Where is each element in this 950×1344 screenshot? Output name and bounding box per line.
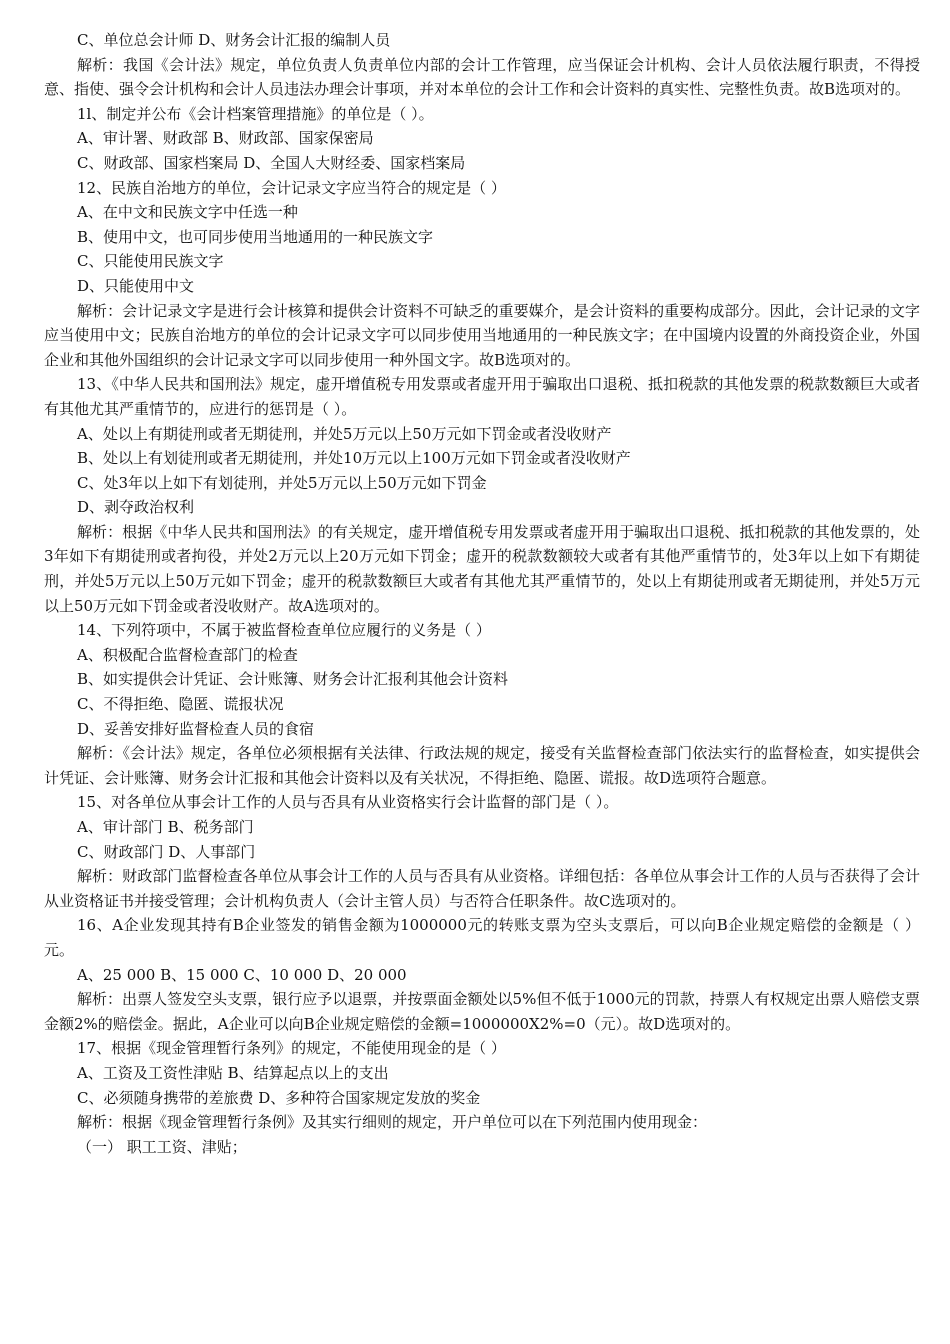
analysis-paragraph: 解析：我国《会计法》规定，单位负责人负责单位内部的会计工作管理，应当保证会计机构、会计人员依法履行职责，不得授意、指使、强令会计机构和会计人员违法办理会计事项，并对本单位的会计工作和会计资料的真实性、完整性负责。故B选项对的。 <box>44 55 920 99</box>
option-line: A、在中文和民族文字中任选一种 <box>77 203 298 222</box>
analysis-paragraph: 解析：财政部门监督检查各单位从事会计工作的人员与否具有从业资格。详细包括：各单位从事会计工作的人员与否获得了会计从业资格证书并接受管理；会计机构负责人（会计主管人员）与否符合任职条件。故C选项对的。 <box>44 867 920 910</box>
option-line: C、只能使用民族文字 <box>77 252 224 271</box>
option-line: A、审计部门 B、税务部门 <box>77 818 254 836</box>
option-line: A、积极配合监督检查部门的检查 <box>77 645 298 664</box>
option-line: B、如实提供会计凭证、会计账簿、财务会计汇报利其他会计资料 <box>77 670 509 689</box>
question-line: 12、民族自治地方的单位，会计记录文字应当符合的规定是（ ） <box>77 178 506 197</box>
option-line: C、财政部、国家档案局 D、全国人大财经委、国家档案局 <box>77 153 466 172</box>
analysis-paragraph: 解析：《会计法》规定，各单位必须根据有关法律、行政法规的规定，接受有关监督检查部门依法实行的监督检查，如实提供会计凭证、会计账簿、财务会计汇报和其他会计资料以及有关状况，不得拒绝、隐匿、谎报。故D选项符合题意。 <box>44 744 920 787</box>
question-line: 1l、制定并公布《会计档案管理措施》的单位是（ ）。 <box>77 104 434 123</box>
question-paragraph: 16、A企业发现其持有B企业签发的销售金额为1000000元的转账支票为空头支票后，可以向B企业规定赔偿的金额是（ ）元。 <box>44 916 920 959</box>
option-line: C、财政部门 D、人事部门 <box>77 842 256 861</box>
option-line: D、妥善安排好监督检查人员的食宿 <box>77 719 315 738</box>
question-line: 15、对各单位从事会计工作的人员与否具有从业资格实行会计监督的部门是（ ）。 <box>77 793 619 812</box>
option-line: B、处以上有划徒刑或者无期徒刑，并处10万元以上100万元如下罚金或者没收财产 <box>77 449 631 468</box>
analysis-paragraph: 解析：会计记录文字是进行会计核算和提供会计资料不可缺乏的重要媒介，是会计资料的重要构成部分。因此，会计记录的文字应当使用中文；民族自治地方的单位的会计记录文字可以同步使用当地通用的一种民族文字；在中国境内设置的外商投资企业，外国企业和其他外国组织的会计记录文字可以同步使用一种外国文字。故B选项对的。 <box>44 301 920 369</box>
option-line: A、审计署、财政部 B、财政部、国家保密局 <box>77 129 374 148</box>
list-item: （一） 职工工资、津贴； <box>77 1137 247 1156</box>
question-paragraph: 13、《中华人民共和国刑法》规定，虚开增值税专用发票或者虚开用于骗取出口退税、抵扣税款的其他发票的税款数额巨大或者有其他尤其严重情节的，应进行的惩罚是（ ）。 <box>44 375 920 418</box>
option-line: A、工资及工资性津贴 B、结算起点以上的支出 <box>77 1063 389 1082</box>
question-line: 14、下列符项中，不属于被监督检查单位应履行的义务是（ ） <box>77 621 491 640</box>
option-line: A、处以上有期徒刑或者无期徒刑，并处5万元以上50万元如下罚金或者没收财产 <box>77 424 612 443</box>
option-line: D、只能使用中文 <box>77 276 195 295</box>
option-line: C、单位总会计师 D、财务会计汇报的编制人员 <box>77 31 391 49</box>
option-line: D、剥夺政治权利 <box>77 498 195 517</box>
analysis-paragraph: 解析：根据《中华人民共和国刑法》的有关规定，虚开增值税专用发票或者虚开用于骗取出口退税、抵扣税款的其他发票的，处3年如下有期徒刑或者拘役，并处2万元以上20万元如下罚金；虚开的税款数额较大或者有其他严重情节的，处3年以上如下有期徒刑，并处5万元以上50万元如下罚金；虚开的税款数额巨大或者有其他尤其严重情节的，处以上有期徒刑或者无期徒刑，并处5万元以上50万元如下罚金或者没收财产。故A选项对的。 <box>44 522 920 615</box>
analysis-paragraph: 解析：出票人签发空头支票，银行应予以退票，并按票面金额处以5%但不低于1000元的罚款，持票人有权规定出票人赔偿支票金额2%的赔偿金。据此，A企业可以向B企业规定赔偿的金额=1000000X2%=0（元）。故D选项对的。 <box>44 990 920 1033</box>
option-line: B、使用中文，也可同步使用当地通用的一种民族文字 <box>77 227 434 246</box>
option-line: C、必须随身携带的差旅费 D、多种符合国家规定发放的奖金 <box>77 1088 481 1107</box>
question-line: 17、根据《现金管理暂行条列》的规定，不能使用现金的是（ ） <box>77 1039 506 1058</box>
option-line: A、25 000 B、15 000 C、10 000 D、20 000 <box>77 965 407 984</box>
option-line: C、不得拒绝、隐匿、谎报状况 <box>77 695 284 714</box>
option-line: C、处3年以上如下有划徒刑，并处5万元以上50万元如下罚金 <box>77 473 487 492</box>
analysis-line: 解析：根据《现金管理暂行条例》及其实行细则的规定，开户单位可以在下列范围内使用现金： <box>77 1113 708 1132</box>
